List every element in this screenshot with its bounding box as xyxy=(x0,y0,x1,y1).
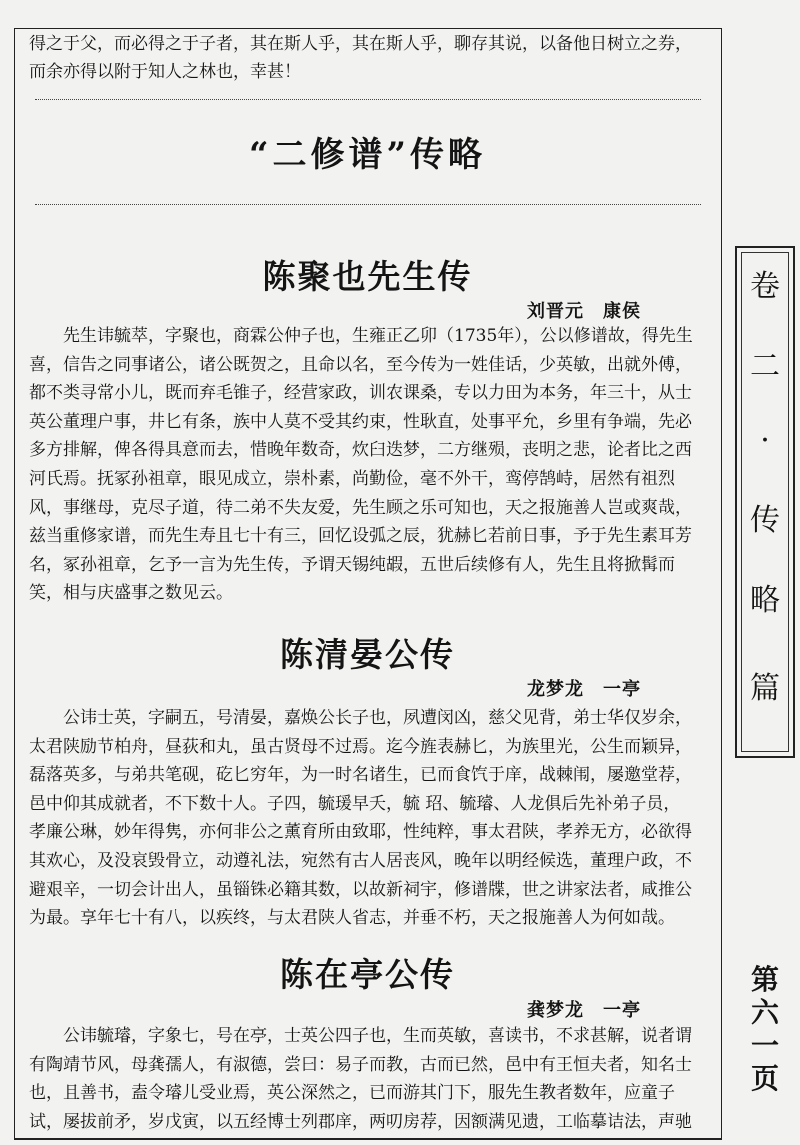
page-number-char: 一 xyxy=(750,1029,779,1062)
page-number-char: 六 xyxy=(750,996,779,1029)
chapter-label-char: · xyxy=(760,423,770,458)
page-frame xyxy=(14,28,722,1140)
text-line: 先生讳毓萃，字聚也，商霖公仲子也，生雍正乙卯（1735年），公以修谱故，得先生 xyxy=(29,326,693,346)
text-line: 为最。享年七十有八，以疾终，与太君陕人省志，并垂不朽，天之报施善人为何如哉。 xyxy=(29,908,675,929)
divider-bottom xyxy=(35,204,701,205)
chapter-label-char: 卷 xyxy=(750,269,780,304)
chapter-label-char: 二 xyxy=(750,349,780,384)
bio-title-2: 陈清晏公传 xyxy=(280,635,455,674)
text-line: 名，冢孙祖章，乞予一言为先生传，予谓天锡纯嘏，五世后续修有人，先生且将掀髯而 xyxy=(29,554,675,575)
text-line: 试，屡拔前矛，岁戊寅，以五经博士列郡庠，两叨房荐，因额满见遗，工临摹诘法，声驰 xyxy=(29,1111,692,1132)
chapter-sidebar xyxy=(735,246,795,758)
text-line: 孝廉公琳，妙年得隽，亦何非公之薰育所由致耶，性纯粹，事太君陕，孝养无方，必欲得 xyxy=(29,822,692,843)
text-line: 多方排解，俾各得具意而去，惜晚年数奇，炊臼迭梦，二方继殒，丧明之悲，论者比之西 xyxy=(29,440,692,461)
chapter-label-char: 篇 xyxy=(750,671,780,706)
chapter-label-char: 传 xyxy=(750,503,780,538)
page-number-char: 页 xyxy=(750,1062,779,1095)
text-line: 公讳毓璿，字象七，号在亭，士英公四子也，生而英敏，喜读书，不求甚解，说者谓 xyxy=(29,1026,692,1046)
text-line: 有陶靖节风，母龚孺人，有淑德，尝曰：易子而教，古而已然，邑中有王恒夫者，知名士 xyxy=(29,1054,692,1075)
text-line: 公讳士英，字嗣五，号清晏，嘉焕公长子也，夙遭闵凶，慈父见背，弟士华仅岁余， xyxy=(29,708,692,728)
text-line: 也，且善书，盍令璿儿受业焉，英公深然之，已而游其门下，服先生教者数年，应童子 xyxy=(29,1083,675,1104)
page-number-char: 第 xyxy=(750,963,779,996)
text-line: 磊落英多，与弟共笔砚，矻匕穷年，为一时名诸生，已而食饩于庠，战棘闱，屡邀堂荐， xyxy=(29,765,692,786)
text-line: 兹当重修家谱，而先生寿且七十有三，回忆设弧之辰，犹赫匕若前日事，予于先生素耳芳 xyxy=(29,526,692,547)
intro-line-2: 而余亦得以附于知人之林也，幸甚！ xyxy=(29,62,301,82)
bio-title-1: 陈聚也先生传 xyxy=(262,257,473,296)
chapter-label xyxy=(741,252,789,752)
bio-author-2: 龙梦龙 一亭 xyxy=(527,679,641,700)
chapter-label-char: 略 xyxy=(750,583,780,618)
text-line: 其欢心，及没哀毁骨立，动遵礼法，宛然有古人居丧风，晚年以明经候选，董理户政，不 xyxy=(29,851,692,871)
bio-title-3: 陈在亭公传 xyxy=(280,955,455,994)
text-line: 笑，相与庆盛事之数见云。 xyxy=(29,583,233,604)
text-line: 喜，信告之同事诸公，诸公既贺之，且命以名，至今传为一姓佳话，少英敏，出就外傅， xyxy=(29,354,692,375)
divider-top xyxy=(35,99,701,100)
text-line: 英公董理户事，井匕有条，族中人莫不受其约束，性耿直，处事平允，乡里有争端，先必 xyxy=(29,411,692,432)
text-line: 都不类寻常小儿，既而弃毛锥子，经营家政，训农课桑，专以力田为本务，年三十，从士 xyxy=(29,383,692,404)
text-line: 太君陕励节柏舟，昼荻和丸，虽古贤母不过焉。迄今旌表赫匕，为族里光，公生而颖异， xyxy=(29,736,692,757)
text-line: 河氏焉。抚冢孙祖章，眼见成立，崇朴素，尚勤俭，毫不外干，鸾停鹄峙，居然有祖烈 xyxy=(29,469,675,489)
section-title: “二修谱”传略 xyxy=(248,135,487,175)
intro-line-1: 得之于父，而必得之于子者，其在斯人乎，其在斯人乎，聊存其说，以备他日树立之券， xyxy=(29,34,692,54)
bio-author-1: 刘晋元 康侯 xyxy=(527,301,641,322)
bio-author-3: 龚梦龙 一亭 xyxy=(527,1000,641,1021)
text-line: 风，事继母，克尽子道，待二弟不失友爱，先生顾之乐可知也，天之报施善人岂或爽哉， xyxy=(29,497,692,518)
text-line: 邑中仰其成就者，不下数十人。子四，毓瑗早夭，毓 玿、毓璿、人龙俱后先补弟子员， xyxy=(29,793,681,814)
text-line: 避艰辛，一切会计出人，虽锱铢必籍其数，以故新祠宇，修谱牒，世之讲家法者，咸推公 xyxy=(29,879,692,900)
